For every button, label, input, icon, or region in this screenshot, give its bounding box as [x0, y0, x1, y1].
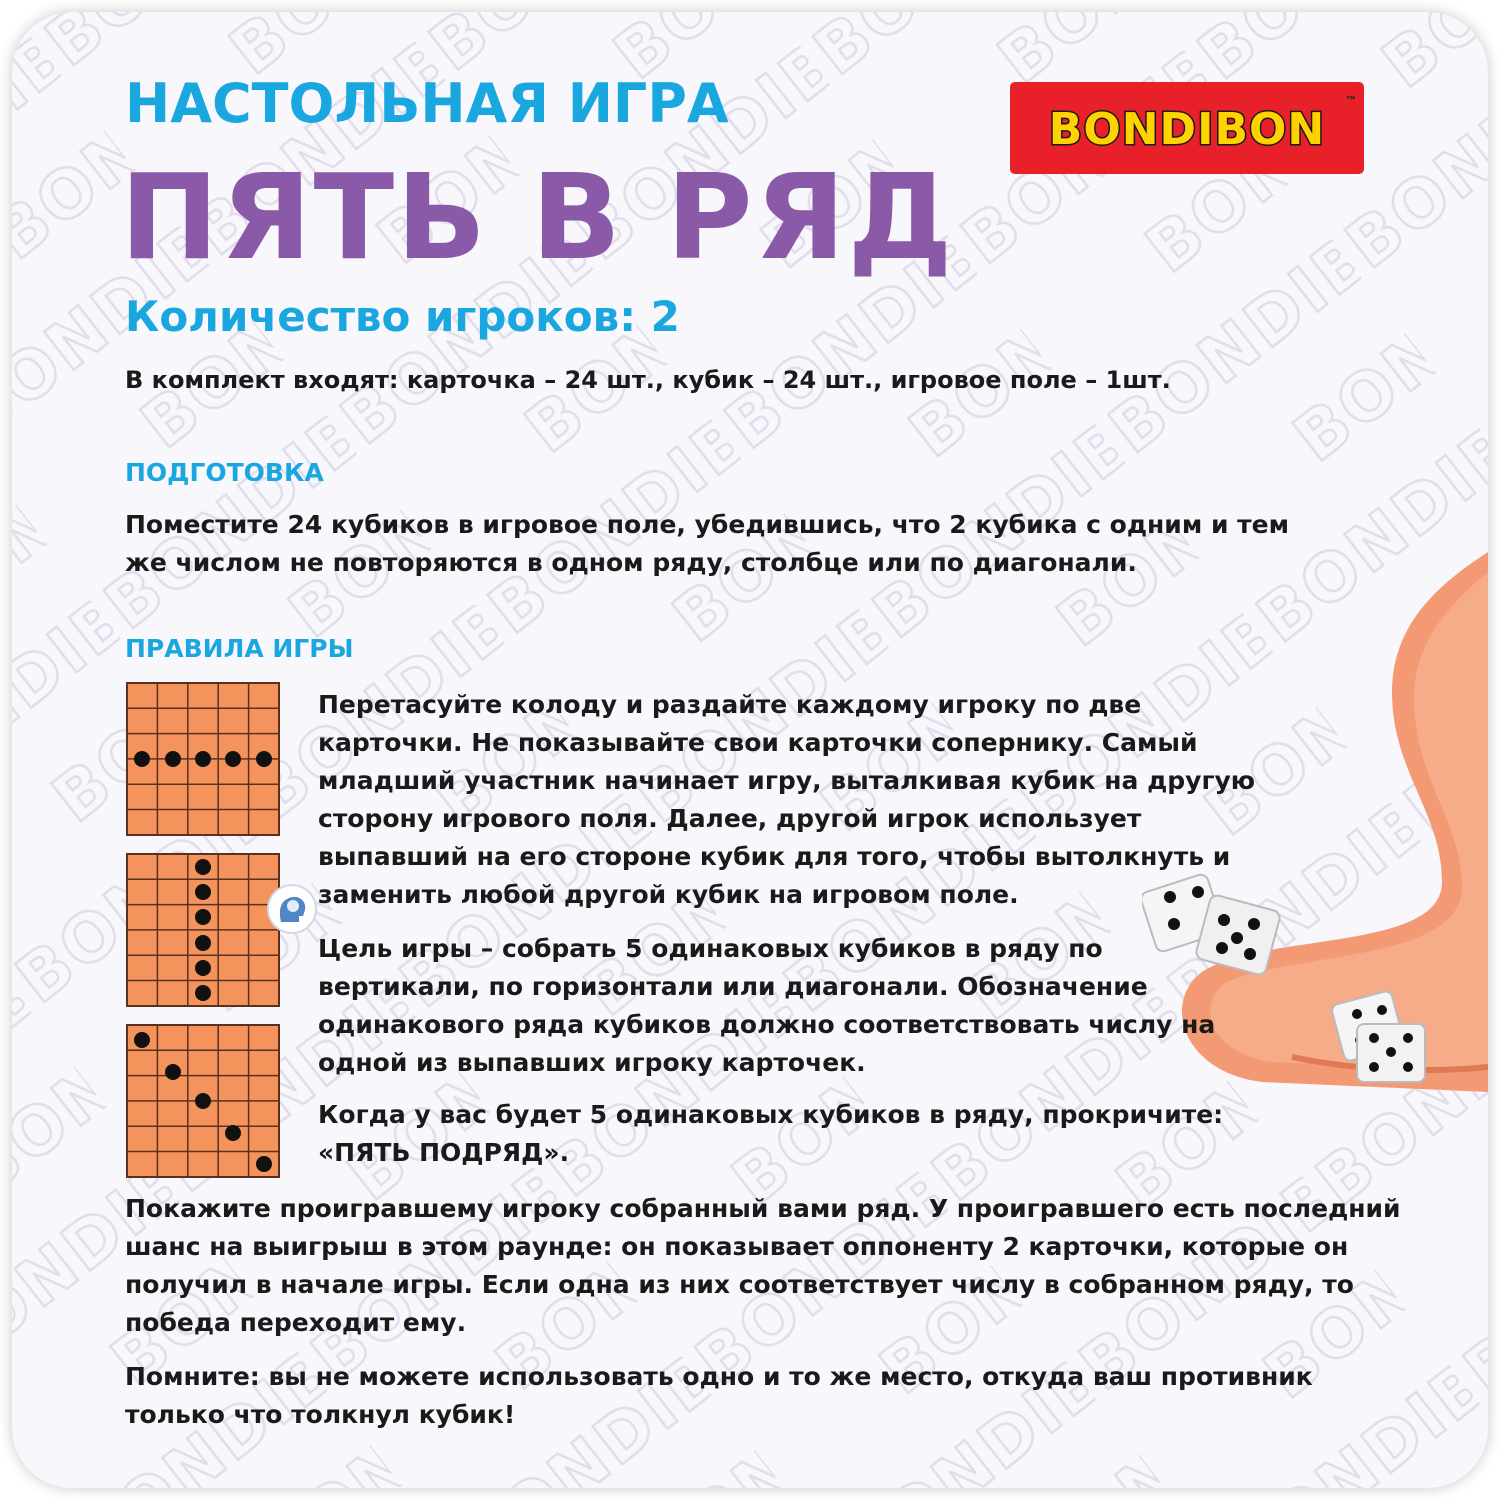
rules-paragraph-1: Перетасуйте колоду и раздайте каждому игроку по две карточки. Не показывайте свои карточки сопернику. Самый младший участник начинает игру, выталкивая кубик на другую сторону игрового поля. Далее, другой игрок использует выпавший на его стороне кубик для того, чтобы вытолкнуть и заменить любой другой кубик на игровом поле. — [318, 690, 1256, 909]
example-grid-horizontal — [126, 682, 280, 836]
svg-text:BONDIBON: BONDIBON — [1048, 104, 1326, 155]
brand-logo — [1010, 82, 1364, 174]
example-grid-diagonal — [126, 1024, 280, 1178]
rules-paragraph-5: Помните: вы не можете использовать одно и то же место, откуда ваш противник только что толкнул кубик! — [125, 1362, 1313, 1429]
example-grid-vertical — [126, 853, 280, 1007]
game-title: ПЯТЬ В РЯД — [120, 148, 955, 286]
game-subtitle: НАСТОЛЬНАЯ ИГРА — [125, 72, 729, 135]
preparation-heading: ПОДГОТОВКА — [125, 458, 324, 487]
players-count: Количество игроков: 2 — [125, 292, 680, 341]
brand-logo-graphic — [1010, 82, 1364, 174]
box-contents: В комплект входят: карточка – 24 шт., кубик – 24 шт., игровое поле – 1шт. — [125, 366, 1171, 394]
rules-paragraph-2: Цель игры – собрать 5 одинаковых кубиков в ряду по вертикали, по горизонтали или диагонали. Обозначение одинакового ряда кубиков должно соответствовать числу на одной из выпавших игроку карточек. — [318, 934, 1216, 1077]
rules-heading: ПРАВИЛА ИГРЫ — [125, 634, 354, 663]
rules-paragraph-3: Когда у вас будет 5 одинаковых кубиков в ряду, прокричите: «ПЯТЬ ПОДРЯД». — [318, 1100, 1224, 1167]
preparation-text: Поместите 24 кубиков в игровое поле, убедившись, что 2 кубика с одним и тем же числом не повторяются в одном ряду, столбце или по диагонали. — [125, 510, 1290, 577]
trademark-mark: ™ — [1345, 94, 1357, 108]
rules-paragraph-4: Покажите проигравшему игроку собранный вами ряд. У проигравшего есть последний шанс на выигрыш в этом раунде: он показывает оппоненту 2 карточки, которые он получил в начале игры. Если одна из них соответствует числу в собранном ряду, то победа переходит ему. — [125, 1194, 1401, 1337]
thinking-head-icon — [265, 882, 319, 936]
